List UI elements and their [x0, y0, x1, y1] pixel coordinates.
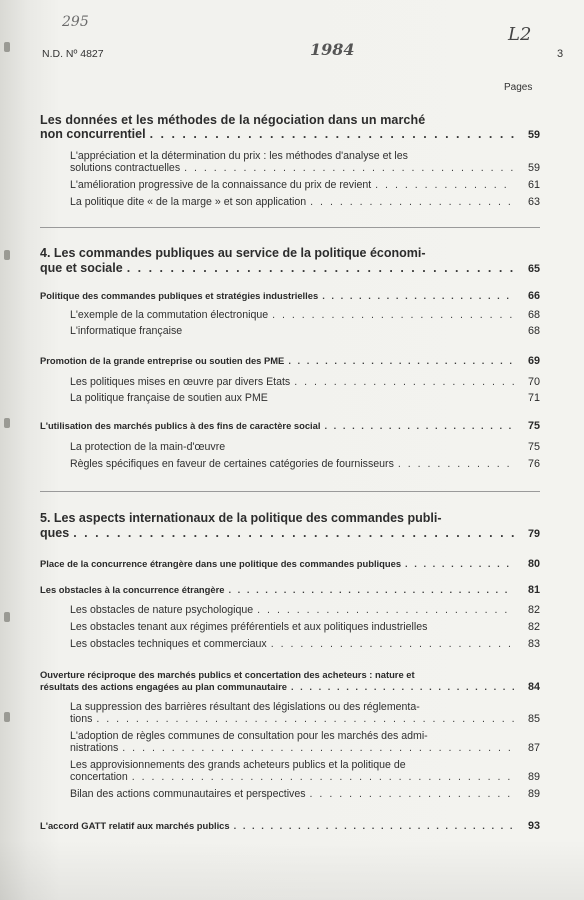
page-ref: 93: [527, 820, 540, 832]
dot-leader: [324, 420, 514, 431]
dot-leader: [272, 309, 514, 321]
page-ref: 65: [527, 263, 540, 275]
toc-entry: [70, 309, 540, 321]
page-ref: 84: [527, 681, 540, 693]
page-ref: 82: [527, 604, 540, 616]
section-title-line2: non concurrentiel: [40, 127, 146, 141]
subsection-label: Politique des commandes publiques et stratégies industrielles: [40, 290, 319, 301]
subsection-label-line2: résultats des actions engagées au plan communautaire: [40, 681, 287, 692]
toc-entry-line2: tions: [70, 713, 93, 725]
subsection-label: L'utilisation des marchés publics à des fins de caractère social: [40, 420, 321, 431]
page-number: 3: [557, 48, 564, 60]
page-ref: 76: [527, 458, 540, 470]
page-ref: 87: [527, 742, 540, 754]
subsection-label: Place de la concurrence étrangère dans une politique des commandes publiques: [40, 558, 402, 569]
toc-entry: [70, 162, 540, 174]
toc-entry-label: Les obstacles de nature psychologique: [70, 604, 254, 616]
dot-leader: [150, 127, 514, 141]
toc-entry: [70, 771, 540, 783]
toc-entry: [70, 376, 540, 388]
dot-leader: [310, 196, 514, 208]
toc-subsection: [40, 290, 540, 302]
page-ref: 68: [527, 309, 540, 321]
dot-leader: [310, 788, 514, 800]
toc-entry: [70, 788, 540, 800]
toc-entry-line1: La suppression des barrières résultant des législations ou des réglementa-: [70, 701, 420, 713]
binding-edge: [0, 0, 14, 900]
page-ref: 89: [527, 788, 540, 800]
toc-entry-label: Règles spécifiques en faveur de certaines catégories de fournisseurs: [70, 458, 394, 470]
dot-leader: [271, 638, 514, 650]
page-ref: 83: [527, 638, 540, 650]
toc-entry-line2: concertation: [70, 771, 128, 783]
toc-subsection: [40, 820, 540, 832]
page-ref: 59: [527, 162, 540, 174]
toc-entry-section: [40, 526, 540, 540]
subsection-label: Promotion de la grande entreprise ou soutien des PME: [40, 355, 285, 366]
toc-subsection: [40, 420, 540, 432]
section-title-line1: 5. Les aspects internationaux de la politique des commandes publi-: [40, 511, 442, 525]
toc-entry-section: [40, 261, 540, 275]
subsection-label: L'accord GATT relatif aux marchés publics: [40, 820, 230, 831]
section-title-line2: ques: [40, 526, 70, 540]
page-ref: 69: [527, 355, 540, 367]
page-ref: 89: [527, 771, 540, 783]
page-ref: 82: [527, 621, 540, 633]
binding-hole: [4, 250, 10, 260]
dot-leader: [122, 742, 514, 754]
dot-leader: [127, 261, 514, 275]
page-ref: 81: [527, 584, 540, 596]
section-divider: [40, 227, 540, 228]
binding-hole: [4, 418, 10, 428]
page-ref: 75: [527, 420, 540, 432]
dot-leader: [73, 526, 514, 540]
section-title-line2: que et sociale: [40, 261, 123, 275]
page-ref: 66: [527, 290, 540, 302]
toc-entry: [70, 713, 540, 725]
dot-leader: [398, 458, 514, 470]
page-ref: 71: [527, 392, 540, 404]
toc-entry-line2: solutions contractuelles: [70, 162, 181, 174]
page-ref: 85: [527, 713, 540, 725]
toc-entry-label: La protection de la main-d'œuvre: [70, 441, 226, 453]
handwritten-note-right: L2: [508, 24, 532, 45]
toc-entry-label: L'informatique française: [70, 325, 183, 337]
subsection-label: Les obstacles à la concurrence étrangère: [40, 584, 225, 595]
section-divider: [40, 491, 540, 492]
toc-entry-section: [40, 127, 540, 141]
handwritten-note-center: 1984: [310, 40, 355, 59]
page-ref: 61: [527, 179, 540, 191]
toc-entry-label: L'exemple de la commutation électronique: [70, 309, 269, 321]
toc-entry: [70, 604, 540, 616]
page-ref: 80: [527, 558, 540, 570]
toc-entry: [70, 458, 540, 470]
dot-leader: [132, 771, 514, 783]
dot-leader: [257, 604, 514, 616]
binding-hole: [4, 42, 10, 52]
toc-entry: [70, 179, 540, 191]
dot-leader: [184, 162, 514, 174]
toc-entry-line1: L'appréciation et la détermination du prix : les méthodes d'analyse et les: [70, 150, 408, 162]
page-ref: 59: [527, 129, 540, 141]
toc-entry: [70, 742, 540, 754]
page-ref: 70: [527, 376, 540, 388]
handwritten-note-left: 295: [62, 14, 89, 30]
dot-leader: [234, 820, 514, 831]
section-title-line1: Les données et les méthodes de la négociation dans un marché: [40, 113, 426, 127]
dot-leader: [96, 713, 514, 725]
binding-hole: [4, 612, 10, 622]
toc-entry-line2: nistrations: [70, 742, 119, 754]
dot-leader: [291, 681, 514, 692]
page-shadow: [0, 840, 584, 900]
toc-entry-line1: L'adoption de règles communes de consultation pour les marchés des admi-: [70, 730, 428, 742]
toc-subsection: [40, 681, 540, 693]
toc-entry: [70, 196, 540, 208]
toc-entry-label: Les politiques mises en œuvre par divers Etats: [70, 376, 291, 388]
toc-entry-label: La politique française de soutien aux PME: [70, 392, 268, 404]
toc-subsection: [40, 584, 540, 596]
section-title-line1: 4. Les commandes publiques au service de la politique économi-: [40, 246, 426, 260]
dot-leader: [288, 355, 514, 366]
page-ref: 75: [527, 441, 540, 453]
subsection-label-line1: Ouverture réciproque des marchés publics et concertation des acheteurs : nature et: [40, 669, 415, 680]
toc-entry-line1: Les approvisionnements des grands acheteurs publics et la politique de: [70, 759, 406, 771]
toc-entry-label: Les obstacles tenant aux régimes préférentiels et aux politiques industrielles: [70, 621, 428, 633]
toc-entry: [70, 638, 540, 650]
pages-column-label: Pages: [504, 82, 533, 93]
toc-subsection: [40, 558, 540, 570]
dot-leader: [405, 558, 514, 569]
binding-hole: [4, 712, 10, 722]
toc-entry-label: Les obstacles techniques et commerciaux: [70, 638, 267, 650]
dot-leader: [294, 376, 514, 388]
dot-leader: [375, 179, 514, 191]
toc-entry-label: L'amélioration progressive de la connaissance du prix de revient: [70, 179, 372, 191]
page-ref: 79: [527, 528, 540, 540]
document-reference: N.D. Nº 4827: [42, 48, 104, 60]
dot-leader: [322, 290, 514, 301]
toc-subsection: [40, 355, 540, 367]
dot-leader: [228, 584, 514, 595]
page-ref: 63: [527, 196, 540, 208]
toc-entry-label: Bilan des actions communautaires et perspectives: [70, 788, 306, 800]
toc-entry-label: La politique dite « de la marge » et son application: [70, 196, 307, 208]
page-ref: 68: [527, 325, 540, 337]
